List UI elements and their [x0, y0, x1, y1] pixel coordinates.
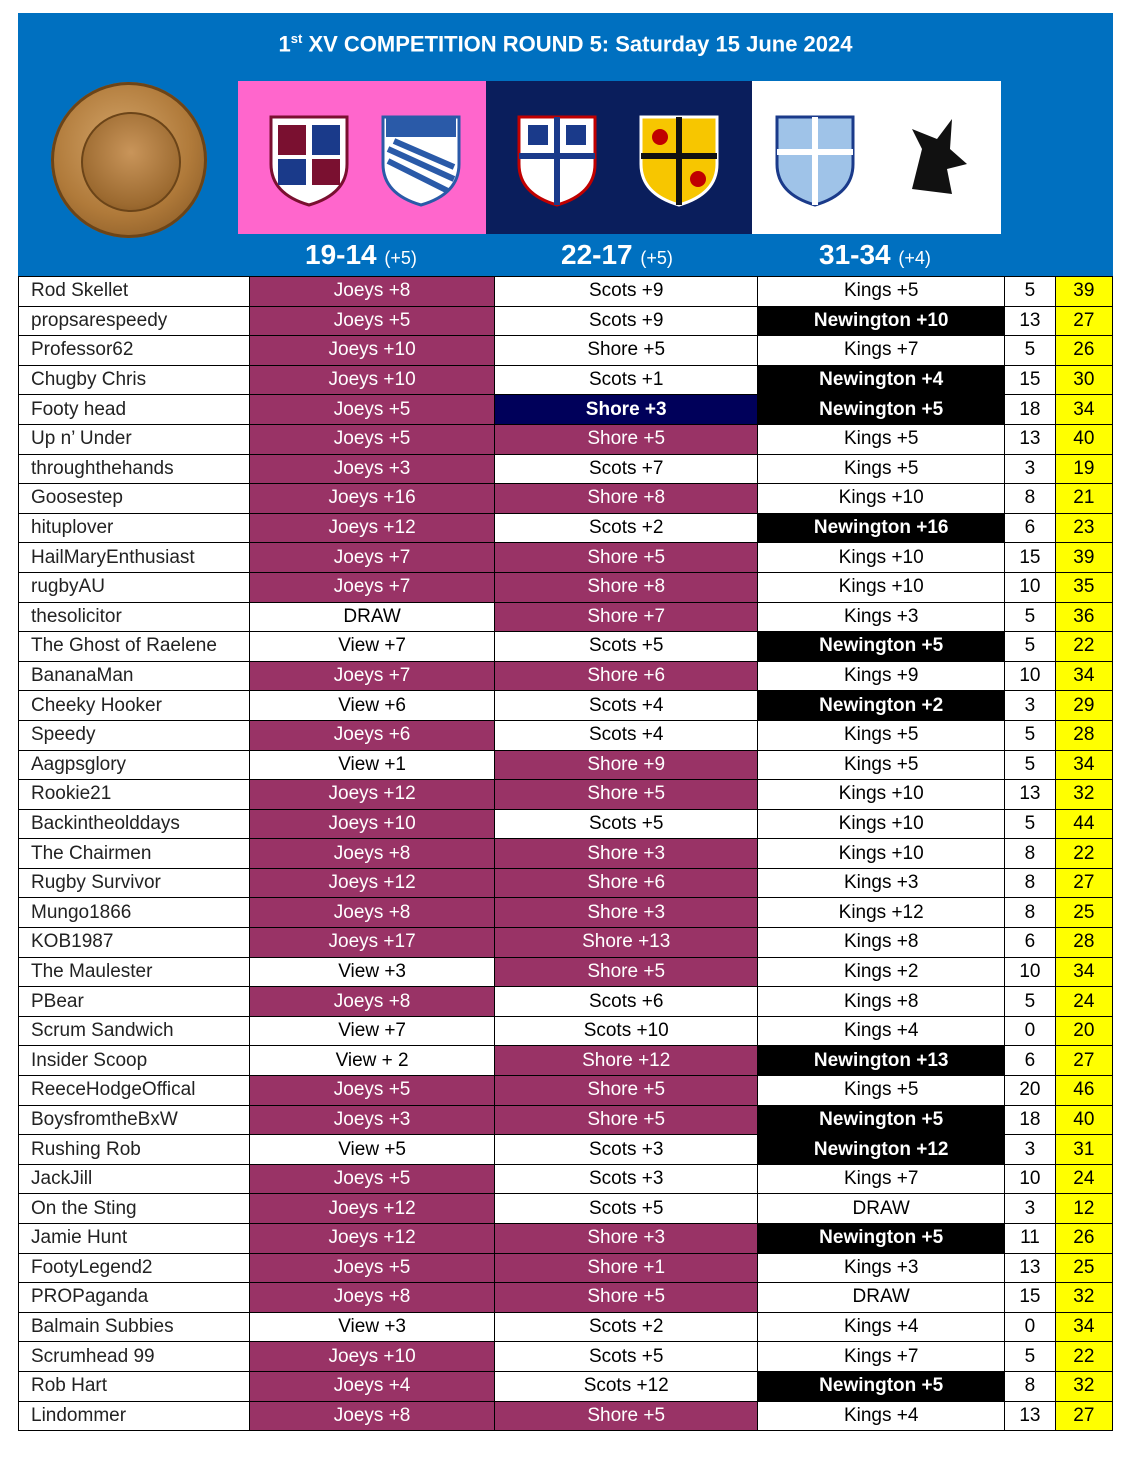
tipster-name: Lindommer [19, 1401, 250, 1431]
bonus-points: 3 [1005, 1194, 1055, 1224]
game3-pick: Kings +10 [758, 543, 1005, 573]
game3-pick: Kings +3 [758, 602, 1005, 632]
game2-pick: Scots +9 [495, 306, 758, 336]
game1-pick: View +7 [249, 632, 494, 662]
game2-score: 22-17 (+5) [561, 239, 673, 270]
tipster-name: BananaMan [19, 661, 250, 691]
tipster-name: Rookie21 [19, 780, 250, 810]
tipster-name: hituplover [19, 513, 250, 543]
game3-pick: Kings +5 [758, 1076, 1005, 1106]
game2-pick: Shore +9 [495, 750, 758, 780]
game2-pick: Scots +5 [495, 1194, 758, 1224]
total-points: 36 [1055, 602, 1112, 632]
tipster-name: Backintheolddays [19, 809, 250, 839]
game3-logos [752, 81, 1001, 234]
game3-pick: Newington +5 [758, 632, 1005, 662]
game1-pick: Joeys +8 [249, 1283, 494, 1313]
table-row [19, 780, 1113, 810]
bonus-points: 13 [1005, 1253, 1055, 1283]
bonus-points: 18 [1005, 1105, 1055, 1135]
game1-pick: Joeys +8 [249, 839, 494, 869]
game3-pick: Kings +5 [758, 454, 1005, 484]
tipster-name: Aagpsglory [19, 750, 250, 780]
game1-pick: Joeys +5 [249, 1253, 494, 1283]
game3-pick: Kings +5 [758, 277, 1005, 307]
game1-pick: Joeys +5 [249, 1076, 494, 1106]
game1-score: 19-14 (+5) [305, 239, 417, 270]
bonus-points: 13 [1005, 780, 1055, 810]
table-row [19, 336, 1113, 366]
total-points: 25 [1055, 1253, 1112, 1283]
game2-pick: Shore +6 [495, 868, 758, 898]
tipster-name: Goosestep [19, 484, 250, 514]
table-row [19, 661, 1113, 691]
table-row [19, 1401, 1113, 1431]
tipping-table [18, 276, 1113, 1431]
total-points: 34 [1055, 750, 1112, 780]
table-row [19, 572, 1113, 602]
table-row [19, 513, 1113, 543]
table-row [19, 277, 1113, 307]
tipster-name: The Ghost of Raelene [19, 632, 250, 662]
bonus-points: 6 [1005, 513, 1055, 543]
tipster-name: Mungo1866 [19, 898, 250, 928]
total-points: 22 [1055, 839, 1112, 869]
game2-pick: Shore +3 [495, 1224, 758, 1254]
tipster-name: The Maulester [19, 957, 250, 987]
game2-pick: Scots +3 [495, 1164, 758, 1194]
game3-pick: Kings +10 [758, 780, 1005, 810]
game1-pick: Joeys +8 [249, 987, 494, 1017]
total-points: 35 [1055, 572, 1112, 602]
tipster-name: Cheeky Hooker [19, 691, 250, 721]
total-points: 25 [1055, 898, 1112, 928]
game2-pick: Shore +5 [495, 957, 758, 987]
tipster-name: Balmain Subbies [19, 1312, 250, 1342]
table-row [19, 1253, 1113, 1283]
table-row [19, 928, 1113, 958]
game3-pick: Kings +8 [758, 928, 1005, 958]
game1-pick: View +6 [249, 691, 494, 721]
association-medal-icon [51, 82, 207, 238]
game2-pick: Shore +5 [495, 424, 758, 454]
bonus-points: 5 [1005, 987, 1055, 1017]
total-points: 34 [1055, 395, 1112, 425]
total-points: 30 [1055, 365, 1112, 395]
total-points: 26 [1055, 336, 1112, 366]
total-points: 28 [1055, 720, 1112, 750]
table-row [19, 602, 1113, 632]
total-points: 40 [1055, 1105, 1112, 1135]
tipster-name: Rob Hart [19, 1371, 250, 1401]
tipster-name: PROPaganda [19, 1283, 250, 1313]
tipster-name: Chugby Chris [19, 365, 250, 395]
game3-pick: Newington +13 [758, 1046, 1005, 1076]
total-points: 31 [1055, 1135, 1112, 1165]
game1-pick: Joeys +10 [249, 1342, 494, 1372]
total-points: 24 [1055, 987, 1112, 1017]
tipster-name: rugbyAU [19, 572, 250, 602]
tipster-name: Rugby Survivor [19, 868, 250, 898]
bonus-points: 10 [1005, 957, 1055, 987]
total-points: 21 [1055, 484, 1112, 514]
bonus-points: 3 [1005, 1135, 1055, 1165]
game3-pick: Kings +10 [758, 839, 1005, 869]
bonus-points: 0 [1005, 1016, 1055, 1046]
game2-pick: Scots +2 [495, 513, 758, 543]
game3-pick: Kings +10 [758, 572, 1005, 602]
bonus-points: 5 [1005, 750, 1055, 780]
total-points: 27 [1055, 1401, 1112, 1431]
table-row [19, 1135, 1113, 1165]
game1-pick: Joeys +12 [249, 513, 494, 543]
game1-pick: View +5 [249, 1135, 494, 1165]
tipster-name: KOB1987 [19, 928, 250, 958]
total-points: 27 [1055, 306, 1112, 336]
tipster-name: BoysfromtheBxW [19, 1105, 250, 1135]
bonus-points: 6 [1005, 1046, 1055, 1076]
bonus-points: 3 [1005, 691, 1055, 721]
bonus-points: 5 [1005, 1342, 1055, 1372]
game2-pick: Scots +9 [495, 277, 758, 307]
total-points: 32 [1055, 1283, 1112, 1313]
tipster-name: JackJill [19, 1164, 250, 1194]
bonus-points: 18 [1005, 395, 1055, 425]
game3-pick: Newington +5 [758, 1224, 1005, 1254]
game2-pick: Shore +1 [495, 1253, 758, 1283]
total-points: 34 [1055, 661, 1112, 691]
game2-pick: Scots +4 [495, 691, 758, 721]
game2-pick: Scots +1 [495, 365, 758, 395]
game2-pick: Shore +5 [495, 1076, 758, 1106]
game2-pick: Shore +8 [495, 572, 758, 602]
game1-pick: Joeys +7 [249, 661, 494, 691]
bonus-points: 8 [1005, 898, 1055, 928]
total-points: 23 [1055, 513, 1112, 543]
joeys-crest-icon [266, 109, 352, 209]
tipster-name: Up n’ Under [19, 424, 250, 454]
tipster-name: Scrum Sandwich [19, 1016, 250, 1046]
total-points: 22 [1055, 632, 1112, 662]
table-row [19, 365, 1113, 395]
bonus-points: 8 [1005, 839, 1055, 869]
tipster-name: Rod Skellet [19, 277, 250, 307]
bonus-points: 20 [1005, 1076, 1055, 1106]
tipster-name: Speedy [19, 720, 250, 750]
game3-pick: Kings +9 [758, 661, 1005, 691]
game2-pick: Scots +5 [495, 809, 758, 839]
game2-pick: Shore +8 [495, 484, 758, 514]
total-points: 28 [1055, 928, 1112, 958]
bonus-points: 3 [1005, 454, 1055, 484]
table-row [19, 1224, 1113, 1254]
tipster-name: propsarespeedy [19, 306, 250, 336]
game2-pick: Shore +5 [495, 336, 758, 366]
tipster-name: HailMaryEnthusiast [19, 543, 250, 573]
bonus-points: 5 [1005, 720, 1055, 750]
game1-pick: View +1 [249, 750, 494, 780]
total-points: 34 [1055, 957, 1112, 987]
bonus-points: 13 [1005, 424, 1055, 454]
table-row [19, 543, 1113, 573]
game3-pick: Newington +5 [758, 395, 1005, 425]
game1-pick: View + 2 [249, 1046, 494, 1076]
newington-griffin-icon [892, 109, 978, 209]
bonus-points: 5 [1005, 336, 1055, 366]
table-row [19, 306, 1113, 336]
total-points: 27 [1055, 868, 1112, 898]
bonus-points: 8 [1005, 868, 1055, 898]
game1-pick: Joeys +8 [249, 1401, 494, 1431]
bonus-points: 6 [1005, 928, 1055, 958]
game1-pick: Joeys +3 [249, 454, 494, 484]
game3-pick: DRAW [758, 1283, 1005, 1313]
game1-pick: Joeys +10 [249, 336, 494, 366]
game1-pick: Joeys +7 [249, 572, 494, 602]
game2-pick: Shore +7 [495, 602, 758, 632]
tipster-name: FootyLegend2 [19, 1253, 250, 1283]
game2-logos [486, 81, 752, 234]
total-points: 40 [1055, 424, 1112, 454]
game2-pick: Scots +3 [495, 1135, 758, 1165]
total-points: 20 [1055, 1016, 1112, 1046]
total-points: 44 [1055, 809, 1112, 839]
table-row [19, 987, 1113, 1017]
game1-pick: Joeys +3 [249, 1105, 494, 1135]
game1-pick: Joeys +12 [249, 1194, 494, 1224]
tipster-name: Footy head [19, 395, 250, 425]
bonus-points: 15 [1005, 543, 1055, 573]
total-points: 39 [1055, 277, 1112, 307]
total-points: 12 [1055, 1194, 1112, 1224]
game1-pick: Joeys +16 [249, 484, 494, 514]
table-row [19, 424, 1113, 454]
bonus-points: 10 [1005, 572, 1055, 602]
tipster-name: Jamie Hunt [19, 1224, 250, 1254]
game3-pick: Kings +4 [758, 1312, 1005, 1342]
table-row [19, 868, 1113, 898]
total-points: 46 [1055, 1076, 1112, 1106]
game1-logos [238, 81, 486, 234]
tipster-name: Rushing Rob [19, 1135, 250, 1165]
game2-pick: Shore +5 [495, 1283, 758, 1313]
tipster-name: Professor62 [19, 336, 250, 366]
game2-pick: Shore +3 [495, 898, 758, 928]
table-row [19, 720, 1113, 750]
total-points: 39 [1055, 543, 1112, 573]
bonus-points: 8 [1005, 484, 1055, 514]
tipster-name: Scrumhead 99 [19, 1342, 250, 1372]
game3-pick: Kings +8 [758, 987, 1005, 1017]
bonus-points: 0 [1005, 1312, 1055, 1342]
table-row [19, 484, 1113, 514]
game3-pick: Kings +12 [758, 898, 1005, 928]
page-title: 1st XV COMPETITION ROUND 5: Saturday 15 June 2024 [278, 31, 853, 57]
table-row [19, 1105, 1113, 1135]
game1-pick: DRAW [249, 602, 494, 632]
table-row [19, 1016, 1113, 1046]
table-row [19, 1312, 1113, 1342]
bonus-points: 10 [1005, 661, 1055, 691]
bonus-points: 13 [1005, 306, 1055, 336]
tipster-name: ReeceHodgeOffical [19, 1076, 250, 1106]
table-row [19, 395, 1113, 425]
header-banner [18, 13, 1113, 276]
game2-pick: Scots +4 [495, 720, 758, 750]
game1-pick: Joeys +12 [249, 868, 494, 898]
game3-pick: Newington +10 [758, 306, 1005, 336]
game3-pick: Kings +10 [758, 484, 1005, 514]
table-row [19, 809, 1113, 839]
game3-pick: Newington +5 [758, 1105, 1005, 1135]
game3-pick: DRAW [758, 1194, 1005, 1224]
table-row [19, 1194, 1113, 1224]
tipster-name: PBear [19, 987, 250, 1017]
game1-pick: Joeys +10 [249, 809, 494, 839]
game3-pick: Kings +7 [758, 1164, 1005, 1194]
game2-pick: Shore +5 [495, 1401, 758, 1431]
table-row [19, 898, 1113, 928]
game1-pick: Joeys +6 [249, 720, 494, 750]
game1-pick: Joeys +5 [249, 1164, 494, 1194]
game2-pick: Scots +12 [495, 1371, 758, 1401]
table-row [19, 839, 1113, 869]
game3-pick: Kings +5 [758, 720, 1005, 750]
game3-pick: Newington +2 [758, 691, 1005, 721]
game2-pick: Scots +2 [495, 1312, 758, 1342]
game2-pick: Shore +5 [495, 1105, 758, 1135]
tipster-name: The Chairmen [19, 839, 250, 869]
game2-pick: Scots +7 [495, 454, 758, 484]
kings-crest-icon [772, 109, 858, 209]
total-points: 27 [1055, 1046, 1112, 1076]
bonus-points: 5 [1005, 277, 1055, 307]
game3-pick: Kings +3 [758, 868, 1005, 898]
game3-pick: Kings +7 [758, 1342, 1005, 1372]
game1-pick: Joeys +10 [249, 365, 494, 395]
riverview-crest-icon [378, 109, 464, 209]
shore-crest-icon [514, 109, 600, 209]
game1-pick: Joeys +4 [249, 1371, 494, 1401]
game3-pick: Kings +10 [758, 809, 1005, 839]
tipster-name: thesolicitor [19, 602, 250, 632]
game1-pick: Joeys +5 [249, 395, 494, 425]
table-row [19, 957, 1113, 987]
table-row [19, 750, 1113, 780]
bonus-points: 5 [1005, 809, 1055, 839]
game2-pick: Shore +5 [495, 780, 758, 810]
table-row [19, 1283, 1113, 1313]
bonus-points: 15 [1005, 365, 1055, 395]
scots-crest-icon [636, 109, 722, 209]
total-points: 32 [1055, 780, 1112, 810]
table-row [19, 1371, 1113, 1401]
game3-pick: Newington +16 [758, 513, 1005, 543]
game3-pick: Kings +7 [758, 336, 1005, 366]
game3-pick: Kings +3 [758, 1253, 1005, 1283]
game3-pick: Kings +4 [758, 1401, 1005, 1431]
total-points: 22 [1055, 1342, 1112, 1372]
total-points: 19 [1055, 454, 1112, 484]
table-row [19, 1076, 1113, 1106]
game1-pick: Joeys +8 [249, 277, 494, 307]
game2-pick: Shore +5 [495, 543, 758, 573]
game3-pick: Newington +5 [758, 1371, 1005, 1401]
game3-pick: Newington +12 [758, 1135, 1005, 1165]
bonus-points: 5 [1005, 632, 1055, 662]
game2-pick: Shore +3 [495, 395, 758, 425]
game3-pick: Kings +5 [758, 424, 1005, 454]
game2-pick: Scots +6 [495, 987, 758, 1017]
game3-pick: Kings +2 [758, 957, 1005, 987]
total-points: 34 [1055, 1312, 1112, 1342]
table-row [19, 691, 1113, 721]
game1-pick: Joeys +12 [249, 1224, 494, 1254]
total-points: 29 [1055, 691, 1112, 721]
game2-pick: Shore +13 [495, 928, 758, 958]
total-points: 32 [1055, 1371, 1112, 1401]
table-row [19, 1164, 1113, 1194]
tipster-name: throughthehands [19, 454, 250, 484]
game1-pick: Joeys +5 [249, 424, 494, 454]
game1-pick: Joeys +12 [249, 780, 494, 810]
tipster-name: On the Sting [19, 1194, 250, 1224]
game1-pick: View +3 [249, 957, 494, 987]
game3-pick: Kings +4 [758, 1016, 1005, 1046]
table-row [19, 632, 1113, 662]
game3-score: 31-34 (+4) [819, 239, 931, 270]
game2-pick: Scots +5 [495, 1342, 758, 1372]
game3-pick: Kings +5 [758, 750, 1005, 780]
tipster-name: Insider Scoop [19, 1046, 250, 1076]
game1-pick: Joeys +7 [249, 543, 494, 573]
table-row [19, 454, 1113, 484]
bonus-points: 8 [1005, 1371, 1055, 1401]
game1-pick: Joeys +5 [249, 306, 494, 336]
table-row [19, 1342, 1113, 1372]
bonus-points: 10 [1005, 1164, 1055, 1194]
table-row [19, 1046, 1113, 1076]
bonus-points: 11 [1005, 1224, 1055, 1254]
game1-pick: View +7 [249, 1016, 494, 1046]
total-points: 24 [1055, 1164, 1112, 1194]
game2-pick: Scots +5 [495, 632, 758, 662]
game2-pick: Scots +10 [495, 1016, 758, 1046]
game2-pick: Shore +3 [495, 839, 758, 869]
game1-pick: Joeys +17 [249, 928, 494, 958]
game1-pick: View +3 [249, 1312, 494, 1342]
game3-pick: Newington +4 [758, 365, 1005, 395]
total-points: 26 [1055, 1224, 1112, 1254]
bonus-points: 15 [1005, 1283, 1055, 1313]
bonus-points: 5 [1005, 602, 1055, 632]
game1-pick: Joeys +8 [249, 898, 494, 928]
bonus-points: 13 [1005, 1401, 1055, 1431]
game2-pick: Shore +6 [495, 661, 758, 691]
game2-pick: Shore +12 [495, 1046, 758, 1076]
